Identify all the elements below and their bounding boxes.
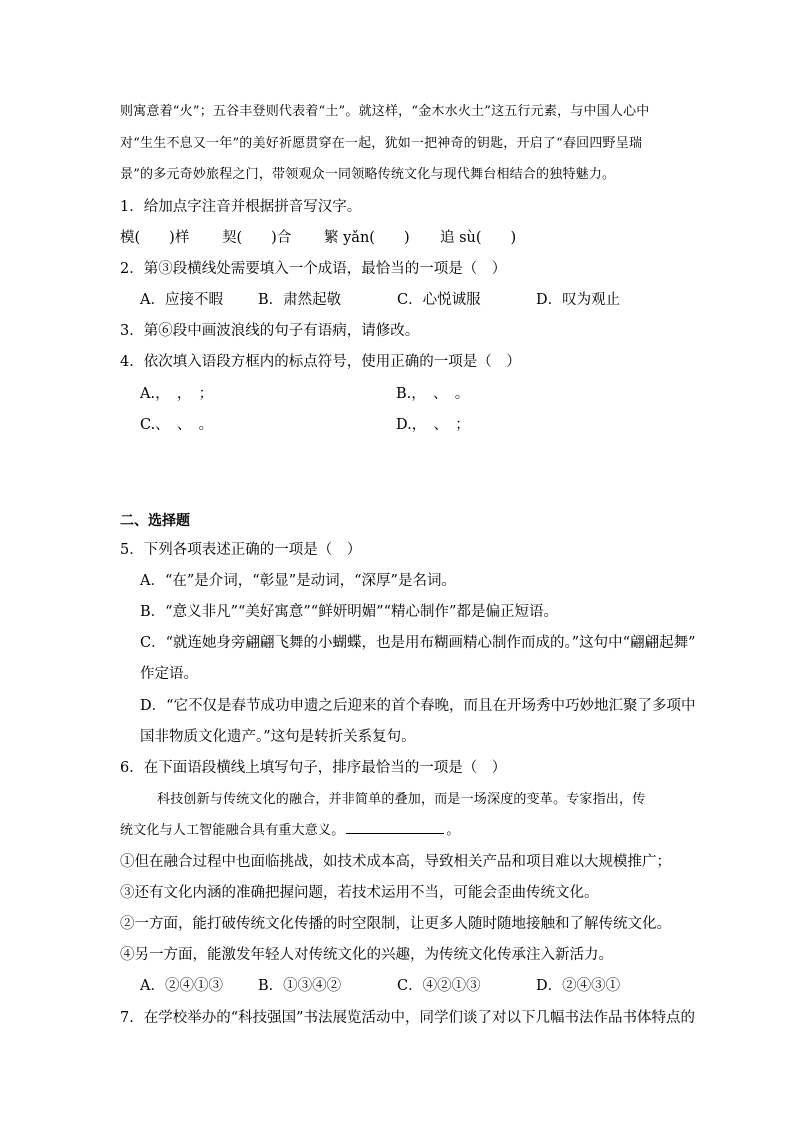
q2-option-b: B．肃然起敬 [258, 292, 342, 308]
q5-option-d-line-2: 国非物质文化遗产。”这句是转折关系复句。 [140, 729, 416, 745]
passage-line-3: 景”的多元奇妙旅程之门，带领观众一同领略传统文化与现代舞台相结合的独特魅力。 [120, 167, 616, 182]
q2-option-c: C．心悦诚服 [397, 292, 481, 308]
q4-stem: 4．依次填入语段方框内的标点符号，使用正确的一项是（ ） [120, 354, 521, 370]
q4-option-c: C.、 、 。 [140, 417, 214, 433]
q6-sentence-2: ②一方面，能打破传统文化传播的时空限制，让更多人随时随地接触和了解传统文化。 [120, 916, 671, 932]
q4-option-b: B.， 、 。 [396, 386, 470, 402]
q6-option-d: D．②④③① [536, 978, 621, 994]
q6-passage-line-1: 科技创新与传统文化的融合，并非简单的叠加，而是一场深度的变革。专家指出，传 [157, 792, 646, 807]
q4-option-a: A.， ， ； [140, 386, 214, 402]
q1-item-2: 契( )合 [222, 230, 292, 246]
section-title: 二、选择题 [120, 513, 190, 529]
q2-stem: 2．第③段横线处需要填入一个成语，最恰当的一项是（ ） [120, 261, 507, 277]
q1-item-4: 追 sù( ) [440, 230, 517, 246]
q5-option-c-line-2: 作定语。 [140, 666, 198, 682]
q1-item-1: 模( )样 [120, 230, 190, 246]
q5-option-a: A．“在”是介词，“彰显”是动词，“深厚”是名词。 [140, 573, 456, 589]
q2-option-d: D．叹为观止 [536, 292, 621, 308]
q7-stem: 7．在学校举办的“科技强国”书法展览活动中，同学们谈了对以下几幅书法作品书体特点的 [120, 1010, 696, 1026]
q1-stem: 1．给加点字注音并根据拼音写汉字。 [120, 199, 362, 215]
q2-option-a: A．应接不暇 [140, 292, 223, 308]
q6-stem: 6．在下面语段横线上填写句子，排序最恰当的一项是（ ） [120, 760, 507, 776]
q5-option-b: B．“意义非凡”“美好寓意”“鲜妍明媚”“精心制作”都是偏正短语。 [140, 604, 558, 620]
passage-line-1: 则寓意着“火”；五谷丰登则代表着“土”。就这样，“金木水火土”这五行元素，与中国人心中 [120, 104, 650, 119]
q6-passage-text: 统文化与人工智能融合具有重大意义。 [120, 823, 345, 838]
q6-option-b: B．①③④② [258, 978, 342, 994]
fill-in-blank [346, 821, 444, 834]
q6-option-a: A．②④①③ [140, 978, 223, 994]
q1-item-3: 繁 yǎn( ) [324, 230, 410, 246]
q5-option-c-line-1: C．“就连她身旁翩翩飞舞的小蝴蝶，也是用布糊画精心制作而成的。”这句中“翩翩起舞” [140, 635, 696, 651]
q6-passage-line-2 [120, 821, 460, 841]
passage-line-2: 对“生生不息又一年”的美好祈愿贯穿在一起，犹如一把神奇的钥匙，开启了“春回四野呈瑞 [120, 136, 643, 151]
q3-stem: 3．第⑥段中画波浪线的句子有语病，请修改。 [120, 323, 420, 339]
q5-option-d-line-1: D．“它不仅是春节成功申遗之后迎来的首个春晚，而且在开场秀中巧妙地汇聚了多项中 [140, 698, 696, 714]
q6-sentence-3: ③还有文化内涵的准确把握问题，若技术运用不当，可能会歪曲传统文化。 [120, 885, 599, 901]
q4-option-d: D.， 、 ； [396, 417, 470, 433]
q6-passage-end: 。 [446, 823, 460, 838]
q5-stem: 5．下列各项表述正确的一项是（ ） [120, 542, 362, 558]
q6-sentence-4: ④另一方面，能激发年轻人对传统文化的兴趣，为传统文化传承注入新活力。 [120, 947, 613, 963]
q6-sentence-1: ①但在融合过程中也面临挑战，如技术成本高，导致相关产品和项目难以大规模推广； [120, 854, 671, 870]
q6-option-c: C．④②①③ [397, 978, 481, 994]
